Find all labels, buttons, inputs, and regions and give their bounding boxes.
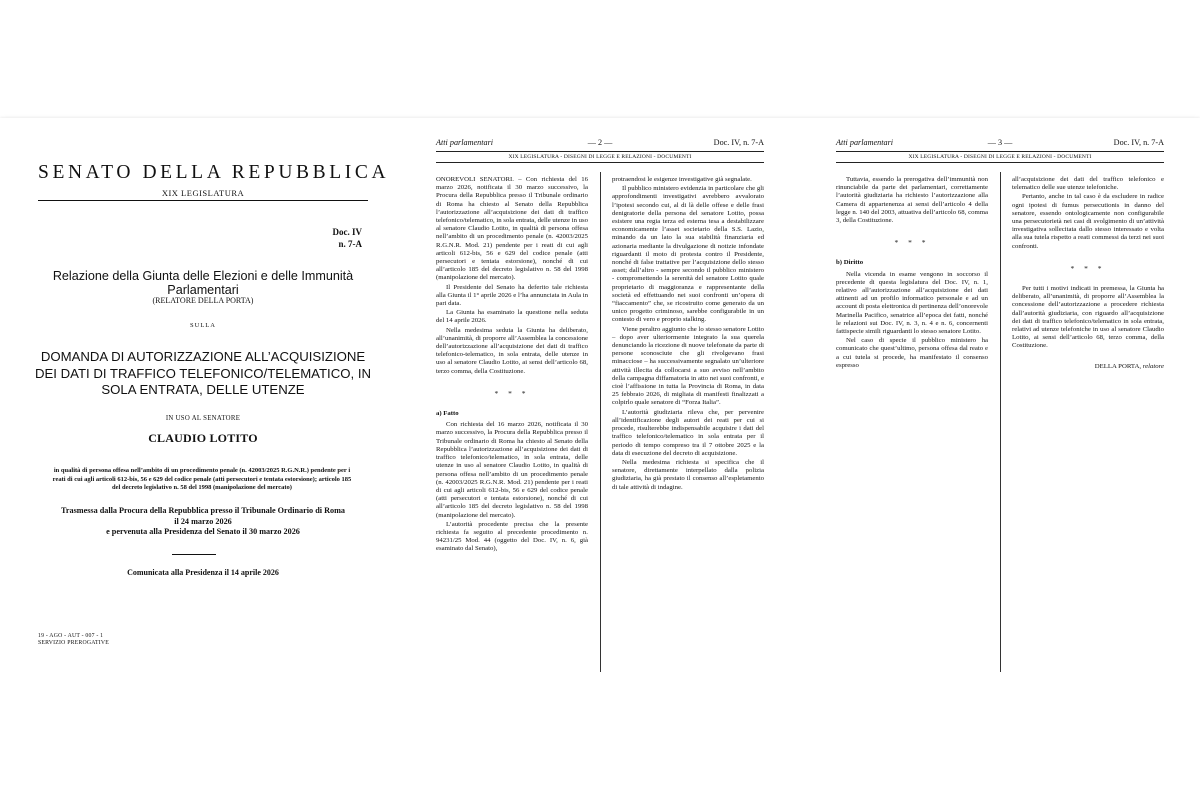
header-left: Atti parlamentari bbox=[836, 138, 894, 147]
doc-number-line-2: n. 7-A bbox=[338, 239, 362, 249]
paragraph: Per tutti i motivi indicati in premessa, la Giunta ha deliberato, all’unanimità, di proporre all’Assemblea la concessione dell’autorizzazione a procedere richiesta dall’autorità giudiziaria, con riguardo all’acquisizione dei dati di traffico telefonico/telematico in sola entrata, relativi ad utenze telefoniche in uso al senatore Claudio Lotito, ai sensi dell’articolo 68, terzo comma, della Costituzione. bbox=[1012, 285, 1164, 350]
transmission-line-3: e pervenuta alla Presidenza del Senato il 30 marzo 2026 bbox=[106, 527, 300, 537]
senator-name: CLAUDIO LOTITO bbox=[148, 431, 258, 445]
header-subtitle: XIX LEGISLATURA - DISEGNI DI LEGGE E RELAZIONI - DOCUMENTI bbox=[908, 154, 1092, 160]
header-rule-top bbox=[836, 151, 1164, 152]
paragraph: La Giunta ha esaminato la questione nella seduta del 14 aprile 2026. bbox=[436, 309, 588, 325]
rapporteur-label: (RELATORE DELLA PORTA) bbox=[152, 296, 254, 305]
transmission-line-1: Trasmessa dalla Procura della Repubblica presso il Tribunale Ordinario di Roma bbox=[60, 506, 345, 515]
document-number bbox=[333, 226, 363, 250]
section-heading: b) Diritto bbox=[836, 259, 864, 267]
paragraph: Con richiesta del 16 marzo 2026, notificata il 30 marzo successivo, la Procura della Repubblica presso il Tribunale ordinario di Roma ha chiesto al Senato della Repubblica l’autorizzazione all’acquisizione dei dati di traffico telefonico/telematico, in sola entrata, delle utenze in uso al senatore Claudio Lotito, in qualità di persona offesa nell’ambito di un procedimento penale (n. 42003/2025 R.G.N.R. Mod. 21) pendente per i reati di cui agli articoli 612-bis, 56 e 629 del codice penale (atti persecutori e tentata estorsione), nonché di cui all’articolo 185 del decreto legislativo n. 58 del 1998 (manipolazione del mercato). bbox=[436, 421, 588, 519]
paragraph: Nella medesima seduta la Giunta ha deliberato, all’unanimità, di proporre all’Assemblea la concessione dell’autorizzazione all’acquisizione dei dati di traffico telefonico-telematico, in sola entrata, delle utenze in uso al senatore Claudio Lotito, ai sensi dell’articolo 68, terzo comma, della Costituzione. bbox=[436, 326, 588, 375]
doc-number-line-1: Doc. IV bbox=[332, 227, 362, 237]
senate-title: SENATO DELLA REPUBBLICA bbox=[38, 162, 390, 183]
in-use-label: IN USO AL SENATORE bbox=[165, 415, 241, 422]
page-3 bbox=[800, 118, 1200, 683]
cover-page bbox=[0, 118, 400, 683]
title-divider bbox=[38, 200, 368, 201]
page-header bbox=[836, 138, 1164, 150]
legislature-label: XIX LEGISLATURA bbox=[161, 188, 245, 198]
short-divider bbox=[172, 554, 216, 555]
paragraph: Viene peraltro aggiunto che lo stesso senatore Lotito – dopo aver ulteriormente integrato la sua querela denunciando la ricezione di nuove telefonate da parte di persone sconosciute che gli rivolgevano frasi minacciose – ha successivamente segnalato un’ulteriore attività illecita da collocarsi a suo avviso nell’ambito della campagna diffamatoria in atto nei suoi confronti, e cioè l’affissione in tutta la Provincia di Roma, in data 25 febbraio 2026, di migliaia di manifesti finalizzati a colpirlo quale senatore di “Forza Italia”. bbox=[612, 325, 764, 407]
page-header bbox=[436, 138, 764, 150]
header-doc-ref: Doc. IV, n. 7-A bbox=[713, 138, 764, 147]
section-heading: a) Fatto bbox=[436, 410, 459, 418]
service-code-line-1: 19 - AGO - AUT - 007 - 1 bbox=[38, 633, 104, 639]
section-separator: * * * bbox=[1070, 263, 1106, 273]
column-divider bbox=[1000, 172, 1001, 672]
section-separator: * * * bbox=[494, 388, 530, 398]
paragraph: Tuttavia, essendo la prerogativa dell’immunità non rinunciabile da parte dei parlamentari, correttamente l’autorità giudiziaria ha richiesto l’autorizzazione alla Camera di appartenenza ai sensi dell’articolo 4 della legge n. 140 del 2003, attuativa dell’articolo 68, comma 3, della Costituzione. bbox=[836, 176, 988, 225]
paragraph: protraendosi le esigenze investigative già segnalate. bbox=[612, 176, 752, 183]
proceeding-description: in qualità di persona offesa nell’ambito di un procedimento penale (n. 42003/2025 R.G.N.R.) pendente per i reati di cui agli articoli 612-bis, 56 e 629 del codice penale (atti persecutori e tentata estorsione); articolo 185 del decreto legislativo n. 58 del 1998 (manipolazione del mercato) bbox=[52, 467, 352, 492]
transmission-line-2: il 24 marzo 2026 bbox=[174, 516, 232, 526]
left-column bbox=[436, 176, 588, 555]
paragraph: L’autorità giudiziaria rileva che, per pervenire all’identificazione degli autori dei reati per cui si procede, risulterebbe indispensabile acquisire i dati del traffico telefonico/telematico in sola entrata per il periodo di tempo compreso tra il 7 ottobre 2025 e la data di esecuzione del decreto di acquisizione. bbox=[612, 408, 764, 457]
paragraph: ONOREVOLI SENATORI. – Con richiesta del 16 marzo 2026, notificata il 30 marzo successivo, la Procura della Repubblica presso il Tribunale ordinario di Roma ha chiesto al Senato della Repubblica l’autorizzazione all’acquisizione dei dati di traffico telefonico/telematico, in sola entrata, delle utenze in uso al senatore Claudio Lotito, in qualità di persona offesa nell’ambito di un procedimento penale (n. 42003/2025 R.G.N.R. Mod. 21) pendente per i reati di cui agli articoli 612-bis, 56 e 629 del codice penale (atti persecutori e tentata estorsione), nonché di cui all’articolo 185 del decreto legislativo n. 58 del 1998 (manipolazione del mercato). bbox=[436, 176, 589, 282]
paragraph: all’acquisizione dei dati del traffico telefonico e telematico delle sue utenze telefoniche. bbox=[1012, 176, 1164, 192]
paragraph: Nel caso di specie il pubblico ministero ha comunicato che quest’ultimo, persona offesa dal reato e a cui tutela si procede, ha manifestato il consenso espresso bbox=[836, 337, 988, 369]
column-divider bbox=[600, 172, 601, 672]
communication-date: Comunicata alla Presidenza il 14 aprile 2026 bbox=[127, 568, 279, 577]
service-code bbox=[38, 633, 109, 647]
signature-name: DELLA PORTA, bbox=[1094, 362, 1143, 370]
paragraph: L’autorità procedente precisa che la presente richiesta fa seguito al precedente procedimento n. 94231/25 Mod. 44 (oggetto del Doc. IV, n. 6, già esaminato dal Senato), bbox=[436, 520, 588, 553]
sulla-label: SULLA bbox=[190, 322, 216, 329]
header-rule-top bbox=[436, 151, 764, 152]
right-column bbox=[612, 176, 764, 493]
page-background bbox=[0, 683, 1200, 800]
service-code-line-2: SERVIZIO PREROGATIVE bbox=[38, 640, 110, 646]
page-number: — 3 — bbox=[987, 138, 1013, 147]
header-left: Atti parlamentari bbox=[436, 138, 494, 147]
header-subtitle: XIX LEGISLATURA - DISEGNI DI LEGGE E RELAZIONI - DOCUMENTI bbox=[508, 154, 692, 160]
paragraph: Nella vicenda in esame vengono in soccorso il precedente di questa legislatura del Doc. IV, n. 1, relativo all’autorizzazione all’acquisizione dei dati attinenti ad un profilo informatico personale e ad un account di posta elettronica di pertinenza dell’onorevole Marinella Pacifico, senatrice all’epoca dei fatti, nonché le relazioni sui Doc. IV, n. 3, n. 4 e n. 6, concernenti fattispecie simili riguardanti lo stesso senatore Lotito. bbox=[836, 270, 988, 336]
header-rule-bottom bbox=[436, 162, 764, 163]
section-separator: * * * bbox=[894, 238, 930, 248]
report-title: Relazione della Giunta delle Elezioni e delle Immunità Parlamentari bbox=[52, 269, 354, 297]
header-rule-bottom bbox=[836, 162, 1164, 163]
right-column bbox=[1012, 176, 1164, 372]
request-title: DOMANDA DI AUTORIZZAZIONE ALL’ACQUISIZIONE DEI DATI DI TRAFFICO TELEFONICO/TELEMATICO, IN SOLA ENTRATA, DELLE UTENZE bbox=[34, 349, 372, 397]
signature bbox=[1012, 363, 1164, 371]
signature-role: relatore bbox=[1142, 362, 1164, 370]
paragraph: Il Presidente del Senato ha deferito tale richiesta alla Giunta il 1° aprile 2026 e l’ha annunciata in Aula in pari data. bbox=[436, 283, 588, 308]
document-spread bbox=[0, 118, 1200, 683]
left-column bbox=[836, 176, 988, 371]
header-doc-ref: Doc. IV, n. 7-A bbox=[1113, 138, 1164, 147]
paragraph: Pertanto, anche in tal caso è da escludere in radice ogni ipotesi di fumus persecutionis in danno del senatore, essendo ontologicamente non configurabile una persecutorietà nei casi di svolgimento di un’attività investigativa sollecitata dallo stesso interessato e volta alla sua tutela rispetto a reati commessi da terzi nei suoi confronti. bbox=[1012, 193, 1164, 250]
paragraph: Il pubblico ministero evidenzia in particolare che gli approfondimenti investigativi avrebbero avvalorato l’ipotesi secondo cui, al di là delle offese e delle frasi denigratorie della persona del senatore Lotito, possa esistere una regia terza ed esterna tesa a destabilizzare economicamente l’asset societario della S.S. Lazio, minando da un lato la sua stabilità finanziaria ed azionaria mediante la divulgazione di notizie infondate riguardanti il moto di protesta contro il Presidente, nonché di false trattative per l’acquisizione dello stesso asset; dall’altro - sempre secondo il pubblico ministero - compromettendo la serenità del senatore Lotito quale proprietario di maggioranza e rappresentante della società ed effettuando nei suoi confronti un’opera di “fiaccamento” che, se ricostruito come generato da un unico progetto criminoso, sarebbe configurabile in un contesto di vero e proprio stalking. bbox=[612, 185, 764, 324]
transmission-info bbox=[38, 506, 368, 538]
paragraph: Nella medesima richiesta si specifica che il senatore, direttamente interpellato dalla polizia giudiziaria, ha già prestato il consenso all’espletamento di tale attività di indagine. bbox=[612, 458, 764, 491]
page-number: — 2 — bbox=[587, 138, 613, 147]
page-2 bbox=[400, 118, 800, 683]
